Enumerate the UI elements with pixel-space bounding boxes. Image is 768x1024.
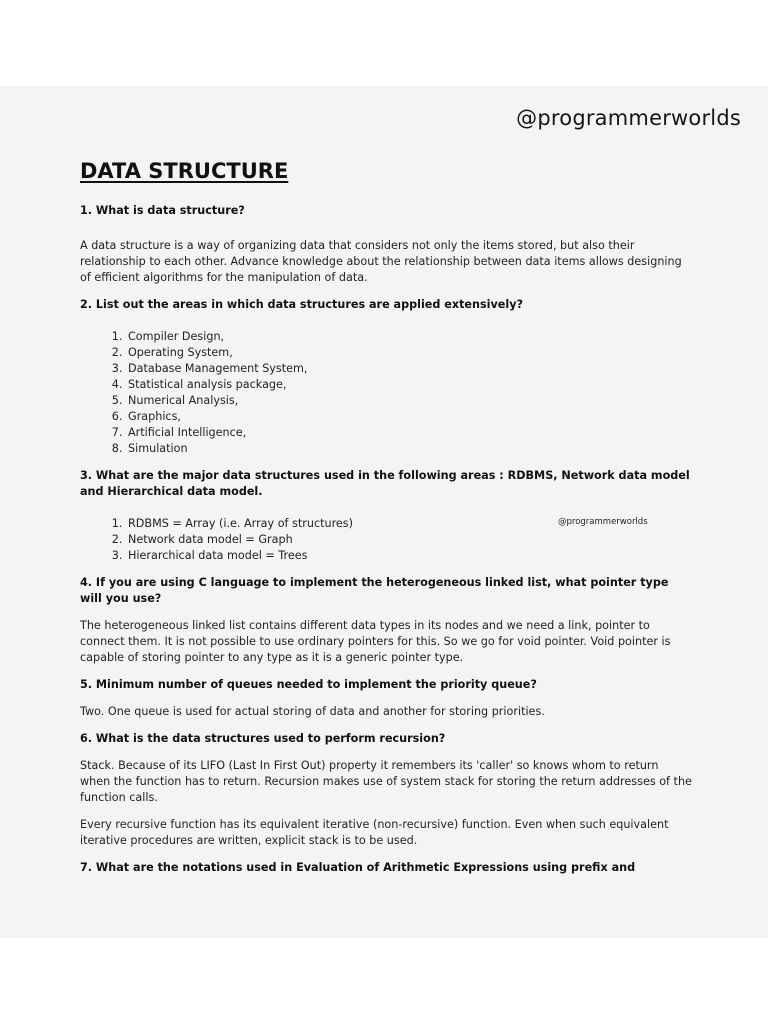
page-title: DATA STRUCTURE — [80, 159, 289, 183]
question-5: 5. Minimum number of queues needed to implement the priority queue? — [80, 678, 537, 691]
question-1: 1. What is data structure? — [80, 204, 245, 217]
document-body — [80, 203, 692, 876]
question-2: 2. List out the areas in which data structures are applied extensively? — [80, 298, 523, 311]
question-7: 7. What are the notations used in Evaluation of Arithmetic Expressions using prefix and — [80, 861, 636, 874]
watermark-handle-small: @programmerworlds — [558, 517, 648, 527]
answer-5: Two. One queue is used for actual storing of data and another for storing priorities. — [80, 705, 545, 718]
question-6: 6. What is the data structures used to perform recursion? — [80, 732, 446, 745]
answer-6b: Every recursive function has its equivalent iterative (non-recursive) function. Even when such equivalent iterative procedures are written, explicit stack is to be used. — [80, 818, 669, 847]
list-item: 1. RDBMS = Array (i.e. Array of structures) — [126, 516, 692, 532]
answer-1: A data structure is a way of organizing data that considers not only the items stored, but also their relationship to each other. Advance knowledge about the relationship between data items allows designing of efficient algorithms for the manipulation of data. — [80, 239, 682, 284]
areas-list — [80, 329, 692, 457]
answer-4: The heterogeneous linked list contains different data types in its nodes and we need a link, pointer to connect them. It is not possible to use ordinary pointers for this. So we go for void pointer. Void pointer is capable of storing pointer to any type as it is a generic pointer type. — [80, 619, 671, 664]
answer-6a: Stack. Because of its LIFO (Last In First Out) property it remembers its 'caller' so knows whom to return when the function has to return. Recursion makes use of system stack for storing the return addresses of the function calls. — [80, 759, 692, 804]
list-item: 2. Operating System, — [126, 345, 692, 361]
list-item: 6. Graphics, — [126, 409, 692, 425]
structures-section — [80, 516, 692, 564]
question-3: 3. What are the major data structures used in the following areas : RDBMS, Network data model and Hierarchical data model. — [80, 469, 690, 498]
list-item: 4. Statistical analysis package, — [126, 377, 692, 393]
document-page — [0, 86, 768, 938]
list-item: 2. Network data model = Graph — [126, 532, 692, 548]
list-item: 1. Compiler Design, — [126, 329, 692, 345]
watermark-handle: @programmerworlds — [516, 106, 741, 130]
list-item: 3. Database Management System, — [126, 361, 692, 377]
list-item: 5. Numerical Analysis, — [126, 393, 692, 409]
list-item: 3. Hierarchical data model = Trees — [126, 548, 692, 564]
list-item: 8. Simulation — [126, 441, 692, 457]
question-4: 4. If you are using C language to implement the heterogeneous linked list, what pointer type will you use? — [80, 576, 669, 605]
list-item: 7. Artificial Intelligence, — [126, 425, 692, 441]
